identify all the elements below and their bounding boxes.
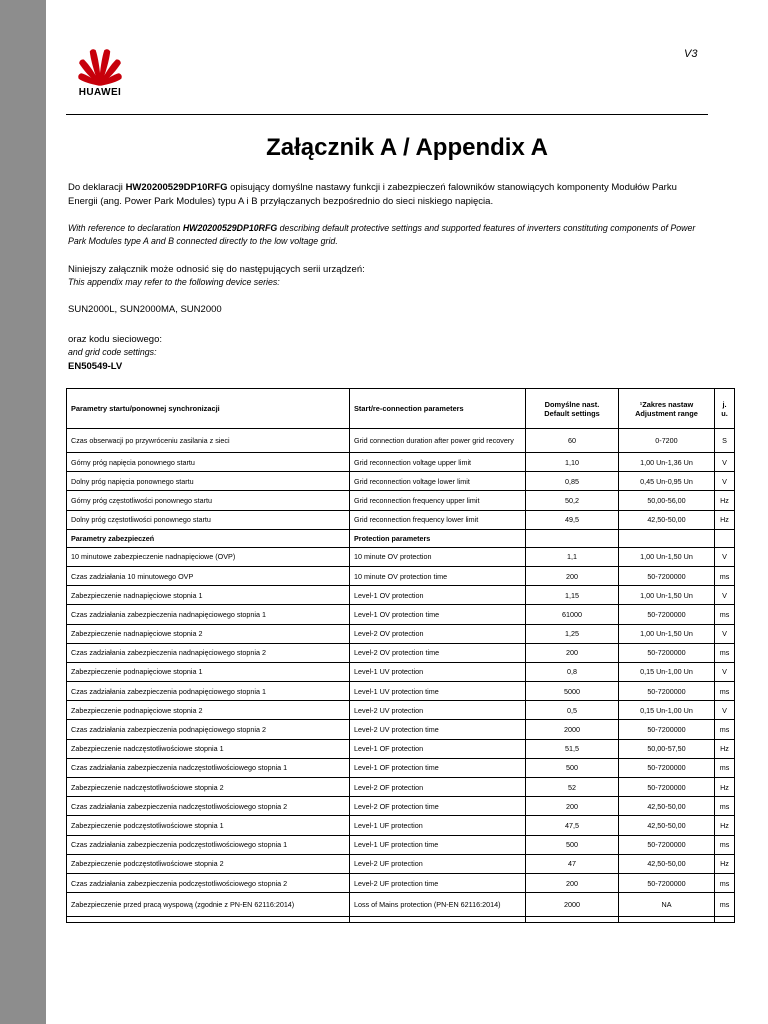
left-gray-strip xyxy=(0,0,46,1024)
table-row: Zabezpieczenie podnapięciowe stopnia 1 Level-1 UV protection 0,8 0,15 Un-1,00 Un V xyxy=(67,662,735,681)
huawei-petals-icon xyxy=(70,44,130,86)
table-row: Zabezpieczenie podnapięciowe stopnia 2 Level-2 UV protection 0,5 0,15 Un-1,00 Un V xyxy=(67,701,735,720)
table-header-row xyxy=(67,389,735,429)
table-row: Czas zadziałania 10 minutowego OVP 10 minute OV protection time 200 50-7200000 ms xyxy=(67,566,735,585)
table-row: Zabezpieczenie podczęstotliwościowe stopnia 2 Level-2 UF protection 47 42,50-50,00 Hz xyxy=(67,854,735,873)
grid-code-en: and grid code settings: xyxy=(68,347,157,357)
table-row: Zabezpieczenie nadczęstotliwościowe stopnia 1 Level-1 OF protection 51,5 50,00-57,50 Hz xyxy=(67,739,735,758)
table-row: Czas zadziałania zabezpieczenia nadnapięciowego stopnia 2 Level-2 OV protection time 200 50-7200000 ms xyxy=(67,643,735,662)
version-label: V3 xyxy=(684,48,698,60)
declaration-id: HW20200529DP10RFG xyxy=(125,182,228,193)
grid-code-pl: oraz kodu sieciowego: xyxy=(68,334,162,345)
grid-code: EN50549-LV xyxy=(68,361,123,372)
table-row: Zabezpieczenie nadczęstotliwościowe stopnia 2 Level-2 OF protection 52 50-7200000 Hz xyxy=(67,778,735,797)
header-default: Domyślne nast. Default settings xyxy=(526,389,619,429)
series-en: This appendix may refer to the following device series: xyxy=(68,277,280,287)
table-row: Czas zadziałania zabezpieczenia podczęstotliwościowego stopnia 2 Level-2 UF protection time 200 50-7200000 ms xyxy=(67,873,735,892)
table-row: Dolny próg napięcia ponownego startu Grid reconnection voltage lower limit 0,85 0,45 Un-0,95 Un V xyxy=(67,472,735,491)
header-en: Start/re-connection parameters xyxy=(350,389,526,429)
device-series: SUN2000L, SUN2000MA, SUN2000 xyxy=(68,304,222,315)
header-unit: j. u. xyxy=(715,389,735,429)
table-row: 10 minutowe zabezpieczenie nadnapięciowe (OVP) 10 minute OV protection 1,1 1,00 Un-1,50 Un V xyxy=(67,547,735,566)
table-row: Czas zadziałania zabezpieczenia podczęstotliwościowego stopnia 1 Level-1 UF protection time 500 50-7200000 ms xyxy=(67,835,735,854)
table-row: Czas zadziałania zabezpieczenia podnapięciowego stopnia 1 Level-1 UV protection time 5000 50-7200000 ms xyxy=(67,682,735,701)
header-pl: Parametry startu/ponownej synchronizacji xyxy=(67,389,350,429)
table-row: Zabezpieczenie nadnapięciowe stopnia 1 Level-1 OV protection 1,15 1,00 Un-1,50 Un V xyxy=(67,586,735,605)
intro-en: With reference to declaration HW20200529DP10RFG describing default protective settings and supported features of inverters constituting components of Power Park Modules type A and B connected directly to the low voltage grid. xyxy=(68,223,696,246)
table-row: Górny próg napięcia ponownego startu Grid reconnection voltage upper limit 1,10 1,00 Un-1,36 Un V xyxy=(67,453,735,472)
table-row: Dolny próg częstotliwości ponownego startu Grid reconnection frequency lower limit 49,5 42,50-50,00 Hz xyxy=(67,510,735,529)
protection-section-row: Parametry zabezpieczeń Protection parameters xyxy=(67,529,735,547)
document-page xyxy=(46,0,768,1024)
table-row: Czas zadziałania zabezpieczenia nadnapięciowego stopnia 1 Level-1 OV protection time 61000 50-7200000 ms xyxy=(67,605,735,624)
table-row: Czas obserwacji po przywróceniu zasilania z sieci Grid connection duration after power grid recovery 60 0-7200 S xyxy=(67,429,735,453)
table-row: Czas zadziałania zabezpieczenia podnapięciowego stopnia 2 Level-2 UV protection time 2000 50-7200000 ms xyxy=(67,720,735,739)
header-divider xyxy=(66,114,708,115)
page-title: Załącznik A / Appendix A xyxy=(266,134,548,161)
table-row: Czas zadziałania zabezpieczenia nadczęstotliwościowego stopnia 1 Level-1 OF protection time 500 50-7200000 ms xyxy=(67,758,735,777)
table-row-empty xyxy=(67,917,735,923)
table-row: Zabezpieczenie nadnapięciowe stopnia 2 Level-2 OV protection 1,25 1,00 Un-1,50 Un V xyxy=(67,624,735,643)
table-row: Czas zadziałania zabezpieczenia nadczęstotliwościowego stopnia 2 Level-2 OF protection time 200 42,50-50,00 ms xyxy=(67,797,735,816)
table-row: Górny próg częstotliwości ponownego startu Grid reconnection frequency upper limit 50,2 50,00-56,00 Hz xyxy=(67,491,735,510)
intro-pl: Do deklaracji HW20200529DP10RFG opisujący domyślne nastawy funkcji i zabezpieczeń falowników stanowiących komponenty Modułów Parku Energii (ang. Power Park Modules) typu A i B przyłączanych bezpośrednio do sieci niskiego napięcia. xyxy=(68,182,677,207)
declaration-id-en: HW20200529DP10RFG xyxy=(182,223,278,233)
huawei-logo xyxy=(70,44,130,100)
header-range: ¹Zakres nastaw Adjustment range xyxy=(619,389,715,429)
table-row: Zabezpieczenie przed pracą wyspową (zgodnie z PN-EN 62116:2014) Loss of Mains protection (PN-EN 62116:2014) 2000 NA ms xyxy=(67,893,735,917)
series-pl: Niniejszy załącznik może odnosić się do następujących serii urządzeń: xyxy=(68,264,365,275)
table-row: Zabezpieczenie podczęstotliwościowe stopnia 1 Level-1 UF protection 47,5 42,50-50,00 Hz xyxy=(67,816,735,835)
settings-table xyxy=(66,388,735,923)
huawei-logo-text: HUAWEI xyxy=(78,87,122,98)
